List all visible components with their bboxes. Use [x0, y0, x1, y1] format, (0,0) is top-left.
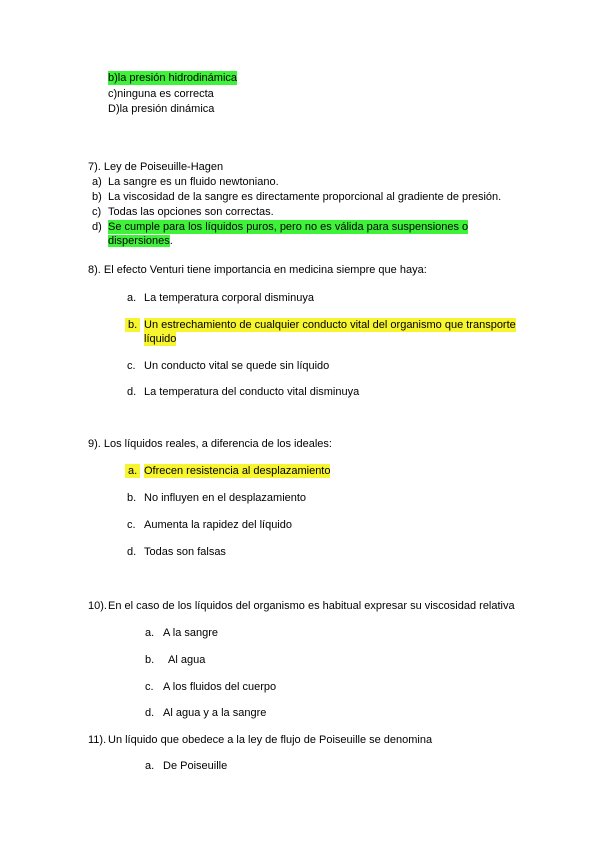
q11-number: 11). [88, 734, 107, 746]
q11-option-a: De Poiseuille [163, 760, 228, 772]
q7-option-b-letter: b) [92, 191, 102, 203]
q9-title: 9). Los líquidos reales, a diferencia de los ideales: [88, 438, 332, 450]
q8-title: 8). El efecto Venturi tiene importancia en medicina siempre que haya: [88, 264, 427, 276]
q7-option-d: Se cumple para los líquidos puros, pero no es válida para suspensiones o [108, 221, 469, 233]
q8-option-d: La temperatura del conducto vital disminuya [144, 386, 360, 398]
q7-option-d-line2: dispersiones [108, 235, 170, 247]
q7-option-d-suffix: . [169, 235, 173, 247]
q10-option-b: Al agua [168, 654, 206, 666]
q10-number: 10). [88, 600, 107, 612]
q10-option-c-letter: c. [145, 681, 154, 693]
q10-option-a-letter: a. [145, 627, 155, 639]
q8-option-b-line2: líquido [144, 333, 177, 345]
q8-option-c: Un conducto vital se quede sin líquido [144, 360, 330, 372]
q10-option-b-letter: b. [145, 654, 155, 666]
q9-option-d-letter: d. [127, 546, 137, 558]
q7-option-b: La viscosidad de la sangre es directamente proporcional al gradiente de presión. [108, 191, 502, 203]
q9-option-a-letter: a. [125, 464, 140, 478]
q6-option-b: b)la presión hidrodinámica [108, 72, 238, 84]
q8-option-a: La temperatura corporal disminuya [144, 292, 314, 304]
q7-option-d-continued [108, 234, 173, 248]
q8-option-b-letter: b. [125, 318, 140, 332]
q9-option-b: No influyen en el desplazamiento [144, 492, 307, 504]
q10-option-d-letter: d. [145, 707, 155, 719]
q7-option-c-letter: c) [92, 206, 102, 218]
q10-option-d: Al agua y a la sangre [163, 707, 267, 719]
q9-option-c: Aumenta la rapidez del líquido [144, 519, 292, 531]
q8-option-a-letter: a. [127, 292, 137, 304]
q9-option-d: Todas son falsas [144, 546, 226, 558]
q10-option-c: A los fluidos del cuerpo [163, 681, 277, 693]
q7-title: 7). Ley de Poiseuille-Hagen [88, 161, 224, 173]
q7-option-d-letter: d) [92, 221, 102, 233]
q10-option-a: A la sangre [163, 627, 219, 639]
q7-option-c: Todas las opciones son correctas. [108, 206, 274, 218]
q7-option-a-letter: a) [92, 176, 102, 188]
q10-title: En el caso de los líquidos del organismo es habitual expresar su viscosidad relativa [108, 600, 515, 612]
q8-option-c-letter: c. [127, 360, 136, 372]
q7-option-a: La sangre es un fluido newtoniano. [108, 176, 279, 188]
q11-option-a-letter: a. [145, 760, 155, 772]
q8-option-b: Un estrechamiento de cualquier conducto vital del organismo que transporte [144, 319, 516, 331]
q9-option-c-letter: c. [127, 519, 136, 531]
q8-option-d-letter: d. [127, 386, 137, 398]
q6-option-c: c)ninguna es correcta [108, 88, 214, 100]
q6-option-d: D)la presión dinámica [108, 103, 215, 115]
q11-title: Un líquido que obedece a la ley de flujo de Poiseuille se denomina [108, 734, 433, 746]
q9-option-b-letter: b. [127, 492, 137, 504]
q9-option-a: Ofrecen resistencia al desplazamiento [144, 465, 331, 477]
